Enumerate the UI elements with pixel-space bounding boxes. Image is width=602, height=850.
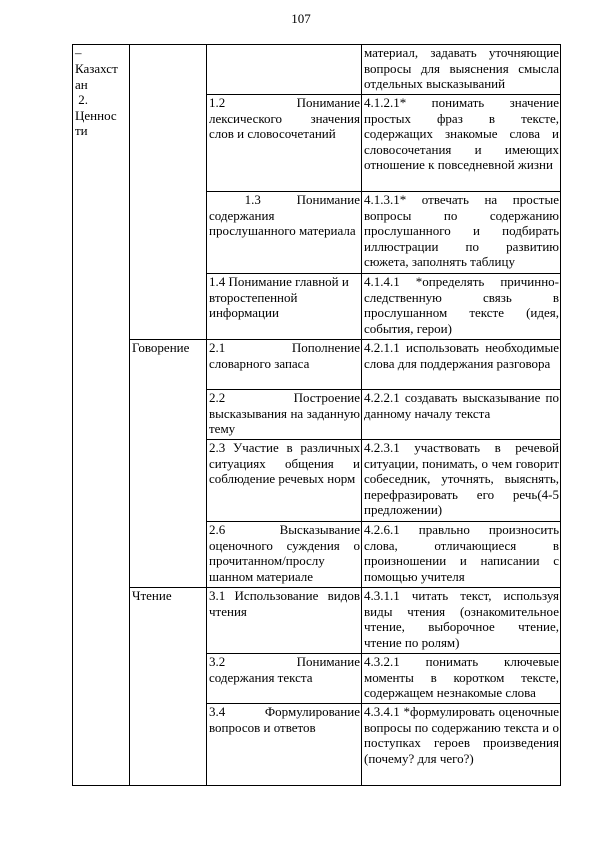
section-cell-listening — [130, 45, 207, 340]
subskill-cell: 3.2 Понимание содержания текста — [207, 654, 362, 704]
objective-cell: 4.3.2.1 понимать ключевые моменты в коротком тексте, содержащем незнакомые слова — [362, 654, 561, 704]
subskill-cell: 2.3 Участие в различных ситуациях общения и соблюдение речевых норм — [207, 440, 362, 522]
objective-cell: 4.2.6.1 правльно произносить слова, отличающиеся в произношении и написании с помощью учителя — [362, 522, 561, 588]
section-cell-reading: Чтение — [130, 588, 207, 786]
objective-cell: 4.2.1.1 использовать необходимые слова для поддержания разговора — [362, 340, 561, 390]
topic-line: Ценнос — [75, 107, 117, 123]
subskill-cell: 3.4 Формулирование вопросов и ответов — [207, 704, 362, 786]
subskill-cell: 2.6 Высказывание оценочного суждения о прочитанном/прослу шанном материале — [207, 522, 362, 588]
topic-cell — [73, 45, 130, 786]
subskill-cell: 1.3 Понимание содержания прослушанного материала — [207, 192, 362, 274]
subskill-cell: 1.4 Понимание главной и второстепенной информации — [207, 274, 362, 340]
objective-cell: 4.2.3.1 участвовать в речевой ситуации, понимать, о чем говорит собеседник, уточнять, выяснять, перефразировать его речь(4-5 предложении) — [362, 440, 561, 522]
table-row — [73, 340, 561, 390]
subskill-cell: 2.1 Пополнение словарного запаса — [207, 340, 362, 390]
table-row — [73, 45, 561, 95]
topic-line: Казахст — [75, 61, 118, 76]
subskill-cell: 1.2 Понимание лексического значения слов и словосочетаний — [207, 95, 362, 192]
page-number: 107 — [291, 11, 311, 26]
topic-line: – — [75, 45, 82, 60]
objective-cell: 4.1.4.1 *определять причинно-следственную связь в прослушанном тексте (идея, события, герои) — [362, 274, 561, 340]
topic-line: ти — [75, 123, 88, 139]
topic-line: ан — [75, 76, 88, 92]
objective-cell: 4.2.2.1 создавать высказывание по данному началу текста — [362, 390, 561, 440]
subskill-cell — [207, 45, 362, 95]
table-row — [73, 588, 561, 654]
section-cell-speaking: Говорение — [130, 340, 207, 588]
topic-line: 2. — [75, 92, 88, 108]
objective-cell: 4.3.1.1 читать текст, используя виды чтения (ознакомительное чтение, выборочное чтение, чтение по ролям) — [362, 588, 561, 654]
objective-cell: 4.1.2.1* понимать значение простых фраз в тексте, содержащих знакомые слова и словосочетания и имеющих отношение к повседневной жизни — [362, 95, 561, 192]
objective-cell: 4.1.3.1* отвечать на простые вопросы по содержанию прослушанного и подбирать иллюстрации по развитию сюжета, заполнять таблицу — [362, 192, 561, 274]
objective-cell: материал, задавать уточняющие вопросы для выяснения смысла отдельных высказываний — [362, 45, 561, 95]
subskill-cell: 3.1 Использование видов чтения — [207, 588, 362, 654]
subskill-cell: 2.2 Построение высказывания на заданную тему — [207, 390, 362, 440]
objective-cell: 4.3.4.1 *формулировать оценочные вопросы по содержанию текста и о поступках героев произведения (почему? для чего?) — [362, 704, 561, 786]
curriculum-table — [72, 44, 561, 786]
